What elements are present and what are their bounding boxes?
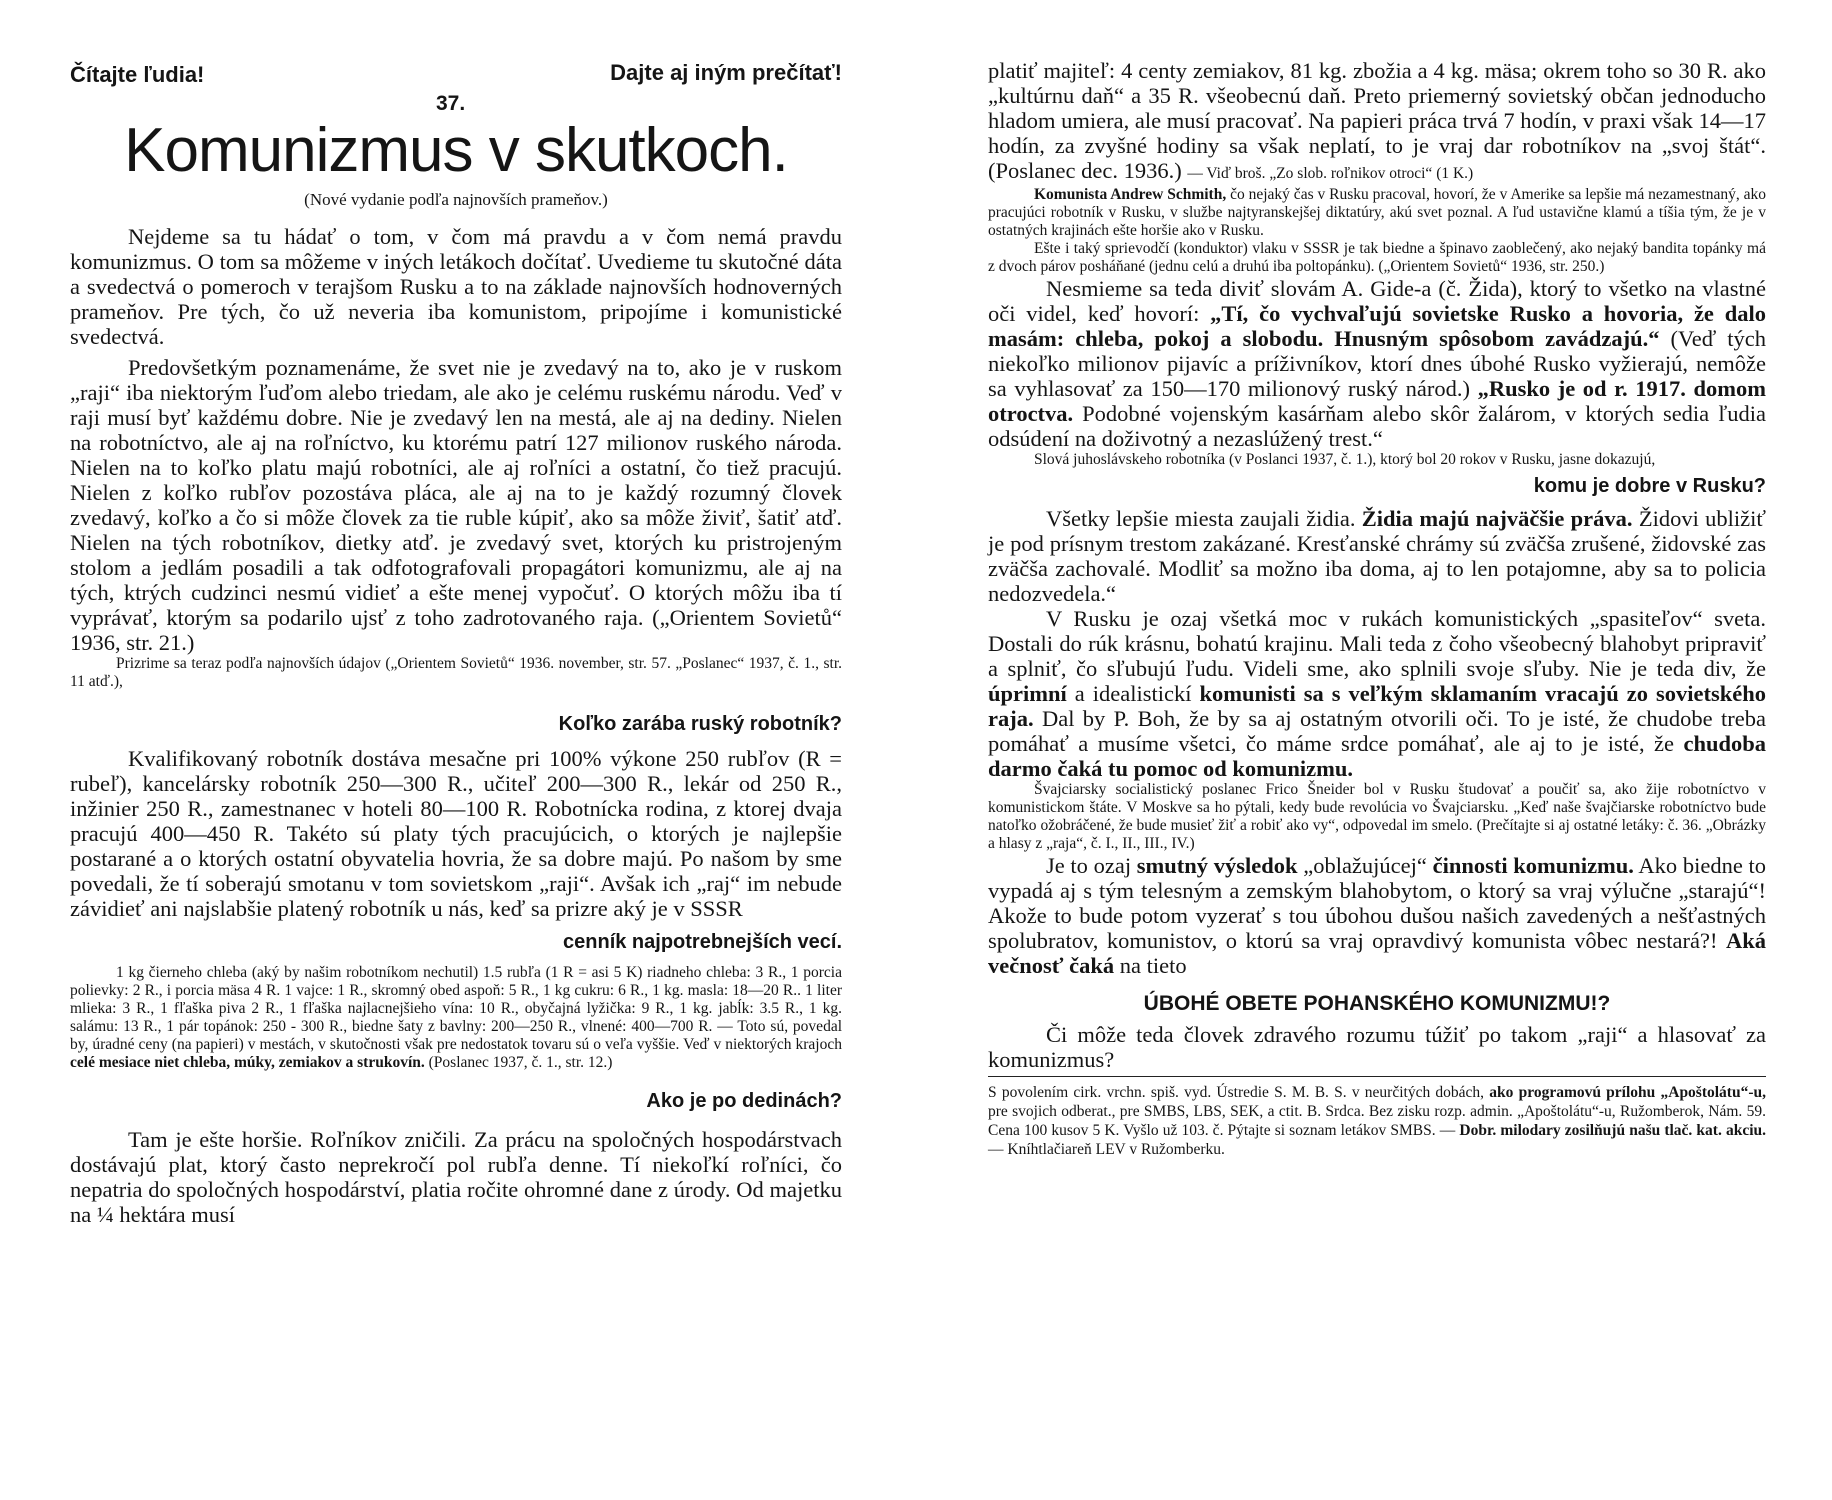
left-page xyxy=(70,52,842,1227)
swiss-deputy-paragraph: Švajciarsky socialistický poslanec Frico Šneider bol v Rusku študovať a poučiť sa, ako žije robotníctvo v komunistickom štáte. V Moskve sa ho pýtali, kedy bude revolúcia vo Švajciarsku. „Keď naše švajčiarske robotníctvo bude natoľko ožobráčené, že bude musieť žiť a robiť ako vy“, odpovedal im smelo. (Prečítajte si aj ostatné letáky: č. 36. „Obrázky a hlasy z „raja“, č. I., II., III., IV.) xyxy=(988,781,1766,852)
page-title: Komunizmus v skutkoch. xyxy=(124,116,788,185)
wages-paragraph: Kvalifikovaný robotník dostáva mesačne pri 100% výkone 250 rubľov (R = rubeľ), kancelársky robotník 250—300 R., učiteľ 200—300 R., lekár od 250 R., inžinier 250 R., zamestnanec v hoteli 80—100 R. Robotnícka rodina, z ktorej dvaja pracujú 400—450 R. Takéto sú platy tých pracujúcich, o ktorých je najlepšie postarané a o ktorých ostatní obyvatelia hovria, že sa dobre majú. Po našom by sme povedali, že tí soberajú smotanu v tom sovietskom „raji“. Avšak ich „raj“ im nebude závidieť ani najslabšie platený robotník u nás, keď sa prizre aký je v SSSR xyxy=(70,746,842,921)
sad-result-paragraph xyxy=(988,853,1766,978)
power-paragraph xyxy=(988,606,1766,781)
masthead xyxy=(70,52,842,115)
imprint-bold-1: ako programovú prílohu „Apoštolátu“-u, xyxy=(1489,1084,1766,1101)
power-text-a: V Rusku je ozaj všetká moc v rukách komunistických „spasiteľov“ sveta. Dostali do rúk krásnu, bohatú krajinu. Mali teda z čoho všeobecný blahobyt pripraviť a splniť, čo sľubujú ľudu. Videli sme, ako splnili svoje sľuby. Nie je teda div, že xyxy=(988,606,1766,681)
jews-bold: Židia majú najväčšie práva. xyxy=(1361,506,1633,531)
imprint-text-a: S povolením cirk. vrchn. spiš. vyd. Ústredie S. M. B. S. v neurčitých dobách, xyxy=(988,1084,1485,1101)
footer-divider xyxy=(988,1076,1766,1077)
gide-quote-2: „Rusko je od r. 1917. domom otroctva. xyxy=(988,376,1766,426)
heading-who-is-well: komu je dobre v Rusku? xyxy=(1533,475,1766,497)
issue-number: 37. xyxy=(436,92,466,115)
price-list-citation: (Poslanec 1937, č. 1., str. 12.) xyxy=(428,1054,613,1071)
sad-text-b: „oblažujúcej“ xyxy=(1303,853,1427,878)
imprint-text-b: pre svojich odberat., pre SMBS, LBS, SEK, a ctit. B. Srdca. Bez zisku rozp. admin. „Apoštolátu“-u, Ružomberok, Nám. 59. Cena 100 kusov 5 K. Vyšlo už 103. č. Pýtajte si soznam letákov SMBS. — xyxy=(988,1103,1766,1139)
final-question: Či môže teda človek zdravého rozumu túžiť po takom „raji“ a hlasovať za komunizmus? xyxy=(988,1022,1766,1072)
slogan-right: Dajte aj iným prečítať! xyxy=(610,60,842,85)
imprint-bold-2: Dobr. milodary zosilňujú našu tlač. kat. akciu. xyxy=(1459,1122,1767,1139)
schmith-name: Komunista Andrew Schmith, xyxy=(1034,186,1227,203)
gide-end: Podobné vojenským kasárňam alebo skôr žalárom, v ktorých sedia ľudia odsúdení na doživotný a nezaslúžený trest.“ xyxy=(988,401,1766,451)
heading-price-list: cenník najpotrebnejších vecí. xyxy=(563,931,842,953)
gide-quote: „Tí, čo vychvaľujú sovietske Rusko a hovoria, že dalo masám: chleba, pokoj a slobodu. Hnusným spôsobom zavádzajú.“ xyxy=(988,301,1767,351)
sad-text-c: Ako biedne to vypadá aj s tým telesným a zemským blahobytom, o ktorý sa vraj výlučne „starajú“! Akože to bude potom vyzerať s tou úbohou dušou našich zavedených a nešťastných spolubratov, komunistov, o ktorú sa vraj opravdivý komunista vôbec nestará?! xyxy=(988,853,1766,953)
power-text-c: Dal by P. Boh, že by sa aj ostatným otvorili oči. To je isté, že chudobe treba pomáhať a musíme všetci, čo máme srdce pomáhať, ale aj to je isté, že xyxy=(988,706,1766,756)
sad-text-d: na tieto xyxy=(1119,953,1187,978)
continuation-text: platiť majiteľ: 4 centy zemiakov, 81 kg. zbožia a 4 kg. mäsa; okrem toho so 30 R. ako „kultúrnu daň“ a 35 R. všeobecnú daň. Preto priemerný sovietský občan jednoducho hladom umiera, ale musí pracovať. Na papieri práca trvá 7 hodín, v praxi však 14—17 hodín, za zvyšné hodiny sa však neplatí, to je vraj dar robotníkov na „svoj štát“. (Poslanec dec. 1936.) xyxy=(988,58,1766,183)
imprint-text-c: — Kníhtlačiareň LEV v Ružomberku. xyxy=(988,1141,1225,1158)
heading-worker-wages: Koľko zarába ruský robotník? xyxy=(558,713,842,735)
right-page xyxy=(988,58,1766,1159)
power-bold-3: chudoba darmo čaká tu pomoc od komunizmu. xyxy=(988,731,1766,781)
schmith-text: čo nejaký čas v Rusku pracoval, hovorí, že v Amerike sa lepšie má nezamestnaný, ako pracujúci robotník v Rusku, v službe najtyranskejšej diktatúry, akú svet poznal. A ľud ustavične klamú a tíšia tým, že je v ostatných krajinách ešte horšie ako v Rusku. xyxy=(988,186,1766,239)
yugoslav-worker-note: Slová juhoslávskeho robotníka (v Poslanci 1937, č. 1.), ktorý bol 20 rokov v Rusku, jasne dokazujú, xyxy=(1034,451,1656,468)
slogan-left: Čítajte ľudia! xyxy=(70,62,205,87)
sad-bold-3: Aká večnosť čaká xyxy=(988,928,1766,978)
price-list-paragraph xyxy=(70,964,842,1072)
sad-text-a: Je to ozaj xyxy=(1046,853,1132,878)
intro-paragraph-2: Predovšetkým poznamenáme, že svet nie je zvedavý na to, ako je v ruskom „raji“ iba niektorým ľuďom alebo triedam, ale ako je celému ruskému národu. Veď v raji musí byť každému dobre. Nie je zvedavý len na mestá, ale aj na dediny. Nielen na robotníctvo, ale aj na roľníctvo, ku ktorému patrí 127 milionov ruského národa. Nielen na to koľko platu majú robotníci, ale aj roľníci a ostatní, čo tiež pracujú. Nielen z koľko rubľov pozostáva pláca, ale aj na to je každý rozumný človek zvedavý, koľko a čo si môže človek za tie ruble kúpiť, ako sa môže živiť, šatiť atď. Nielen na tých robotníkov, dietky atď. je zvedavý svet, ktorých ku pristrojeným stolom a jedlám posadili a tak odfotografovali propagátori komunizmu, ale aj na tých, ktrých cudzinci nesmú vidieť a ešte menej vypočuť. O ktorých môžu iba tí vyprávať, ktorým sa podarilo ujsť z toho zadrotovaného raja. („Orientem Sovietů“ 1936, str. 21.) xyxy=(70,355,842,655)
jews-intro: Všetky lepšie miesta zaujali židia. xyxy=(1046,506,1356,531)
jews-paragraph xyxy=(988,506,1766,606)
page-subtitle: (Nové vydanie podľa najnovších prameňov.) xyxy=(304,190,608,209)
brochure-reference: — Viď broš. „Zo slob. roľnikov otroci“ (1 K.) xyxy=(1187,165,1474,182)
power-text-b: a idealistickí xyxy=(1074,681,1192,706)
sources-note: Prizrime sa teraz podľa najnovších údajov („Orientem Sovietů“ 1936. november, str. 57. „Poslanec“ 1937, č. 1., str. 11 atď.), xyxy=(70,655,842,690)
heading-victims: ÚBOHÉ OBETE POHANSKÉHO KOMUNIZMU!? xyxy=(1143,992,1611,1015)
imprint-footer xyxy=(988,1083,1766,1159)
sad-bold-1: smutný výsledok xyxy=(1136,853,1298,878)
gide-paragraph xyxy=(988,276,1766,451)
intro-paragraph-1: Nejdeme sa tu hádať o tom, v čom má pravdu a v čom nemá pravdu komunizmus. O tom sa môžeme v iných letákoch dočítať. Uvedieme tu skutočné dáta a svedectvá o pomeroch v terajšom Rusku a to na základe najnovších hodnoverných prameňov. Pre tých, čo už neveria iba komunistom, pripojíme i komunistické svedectvá. xyxy=(70,224,842,349)
heading-villages: Ako je po dedinách? xyxy=(646,1090,842,1112)
gide-comment: (Veď tých niekoľko milionov pijavíc a príživníkov, ktorí dnes úbohé Rusko vyžierajú, nemôže sa vyhlasovať za 150—170 milionový ruský národ.) xyxy=(988,326,1766,401)
gide-intro: Nesmieme sa teda diviť slovám A. Gide-a (č. Žida), ktorý to všetko na vlastné oči videl, keď hovorí: xyxy=(988,276,1766,326)
jews-rest: Židovi ubližiť je pod prísnym trestom zakázané. Kresťanské chrámy sú zväčša zrušené, židovské zas zväčša zachovalé. Modliť sa možno iba doma, aj to len potajomne, aby sa to policia nedozvedela.“ xyxy=(988,506,1766,606)
conductor-paragraph: Ešte i taký sprievodčí (konduktor) vlaku v SSSR je tak biedne a špinavo zaoblečený, ako nejaký bandita topánky má z dvoch párov posháňané (jednu celú a druhú iba poltopánku). („Orientem Sovietů“ 1936, str. 250.) xyxy=(988,240,1766,275)
schmith-paragraph xyxy=(988,186,1766,240)
power-bold-1: úprimní xyxy=(988,681,1067,706)
price-list-bold: celé mesiace niet chleba, múky, zemiakov a strukovín. xyxy=(70,1054,425,1071)
villages-paragraph: Tam je ešte horšie. Roľníkov zničili. Za prácu na spoločných hospodárstvach dostávajú plat, ktorý často neprekročí pol rubľa denne. Tí niekoľkí roľníci, čo nepatria do spoločných hospodárství, platia ročite ohromné dane z úrody. Od majetku na ¼ hektára musí xyxy=(70,1127,842,1227)
sad-bold-2: činnosti komunizmu. xyxy=(1432,853,1634,878)
price-list-text: 1 kg čierneho chleba (aký by našim robotníkom nechutil) 1.5 rubľa (1 R = asi 5 K) riadneho chleba: 3 R., 1 porcia polievky: 2 R., i porcia mäsa 4 R. 1 vajce: 1 R., skromný obed aspoň: 5 R., 1 kg cukru: 6 R., 1 kg. masla: 18—20 R.. 1 liter mlieka: 3 R., 1 fľaška piva 2 R., 1 fľaška najlacnejšieho vína: 10 R., obyčajná lyžička: 9 R., 1 kg. jabĺk: 3.5 R., 1 kg. salámu: 13 R., 1 pár topánok: 250 - 300 R., biedne šaty z bavlny: 200—250 R., vlnené: 400—700 R. — Toto sú, povedal by, úradné ceny (na papieri) v mestách, v skutočnosti však pre nedostatok tovaru sú o veľa vyššie. Veď v niektorých krajoch xyxy=(70,964,842,1053)
continuation-paragraph xyxy=(988,58,1766,186)
power-bold-2: komunisti sa s veľkým sklamaním vracajú zo sovietského raja. xyxy=(988,681,1766,731)
